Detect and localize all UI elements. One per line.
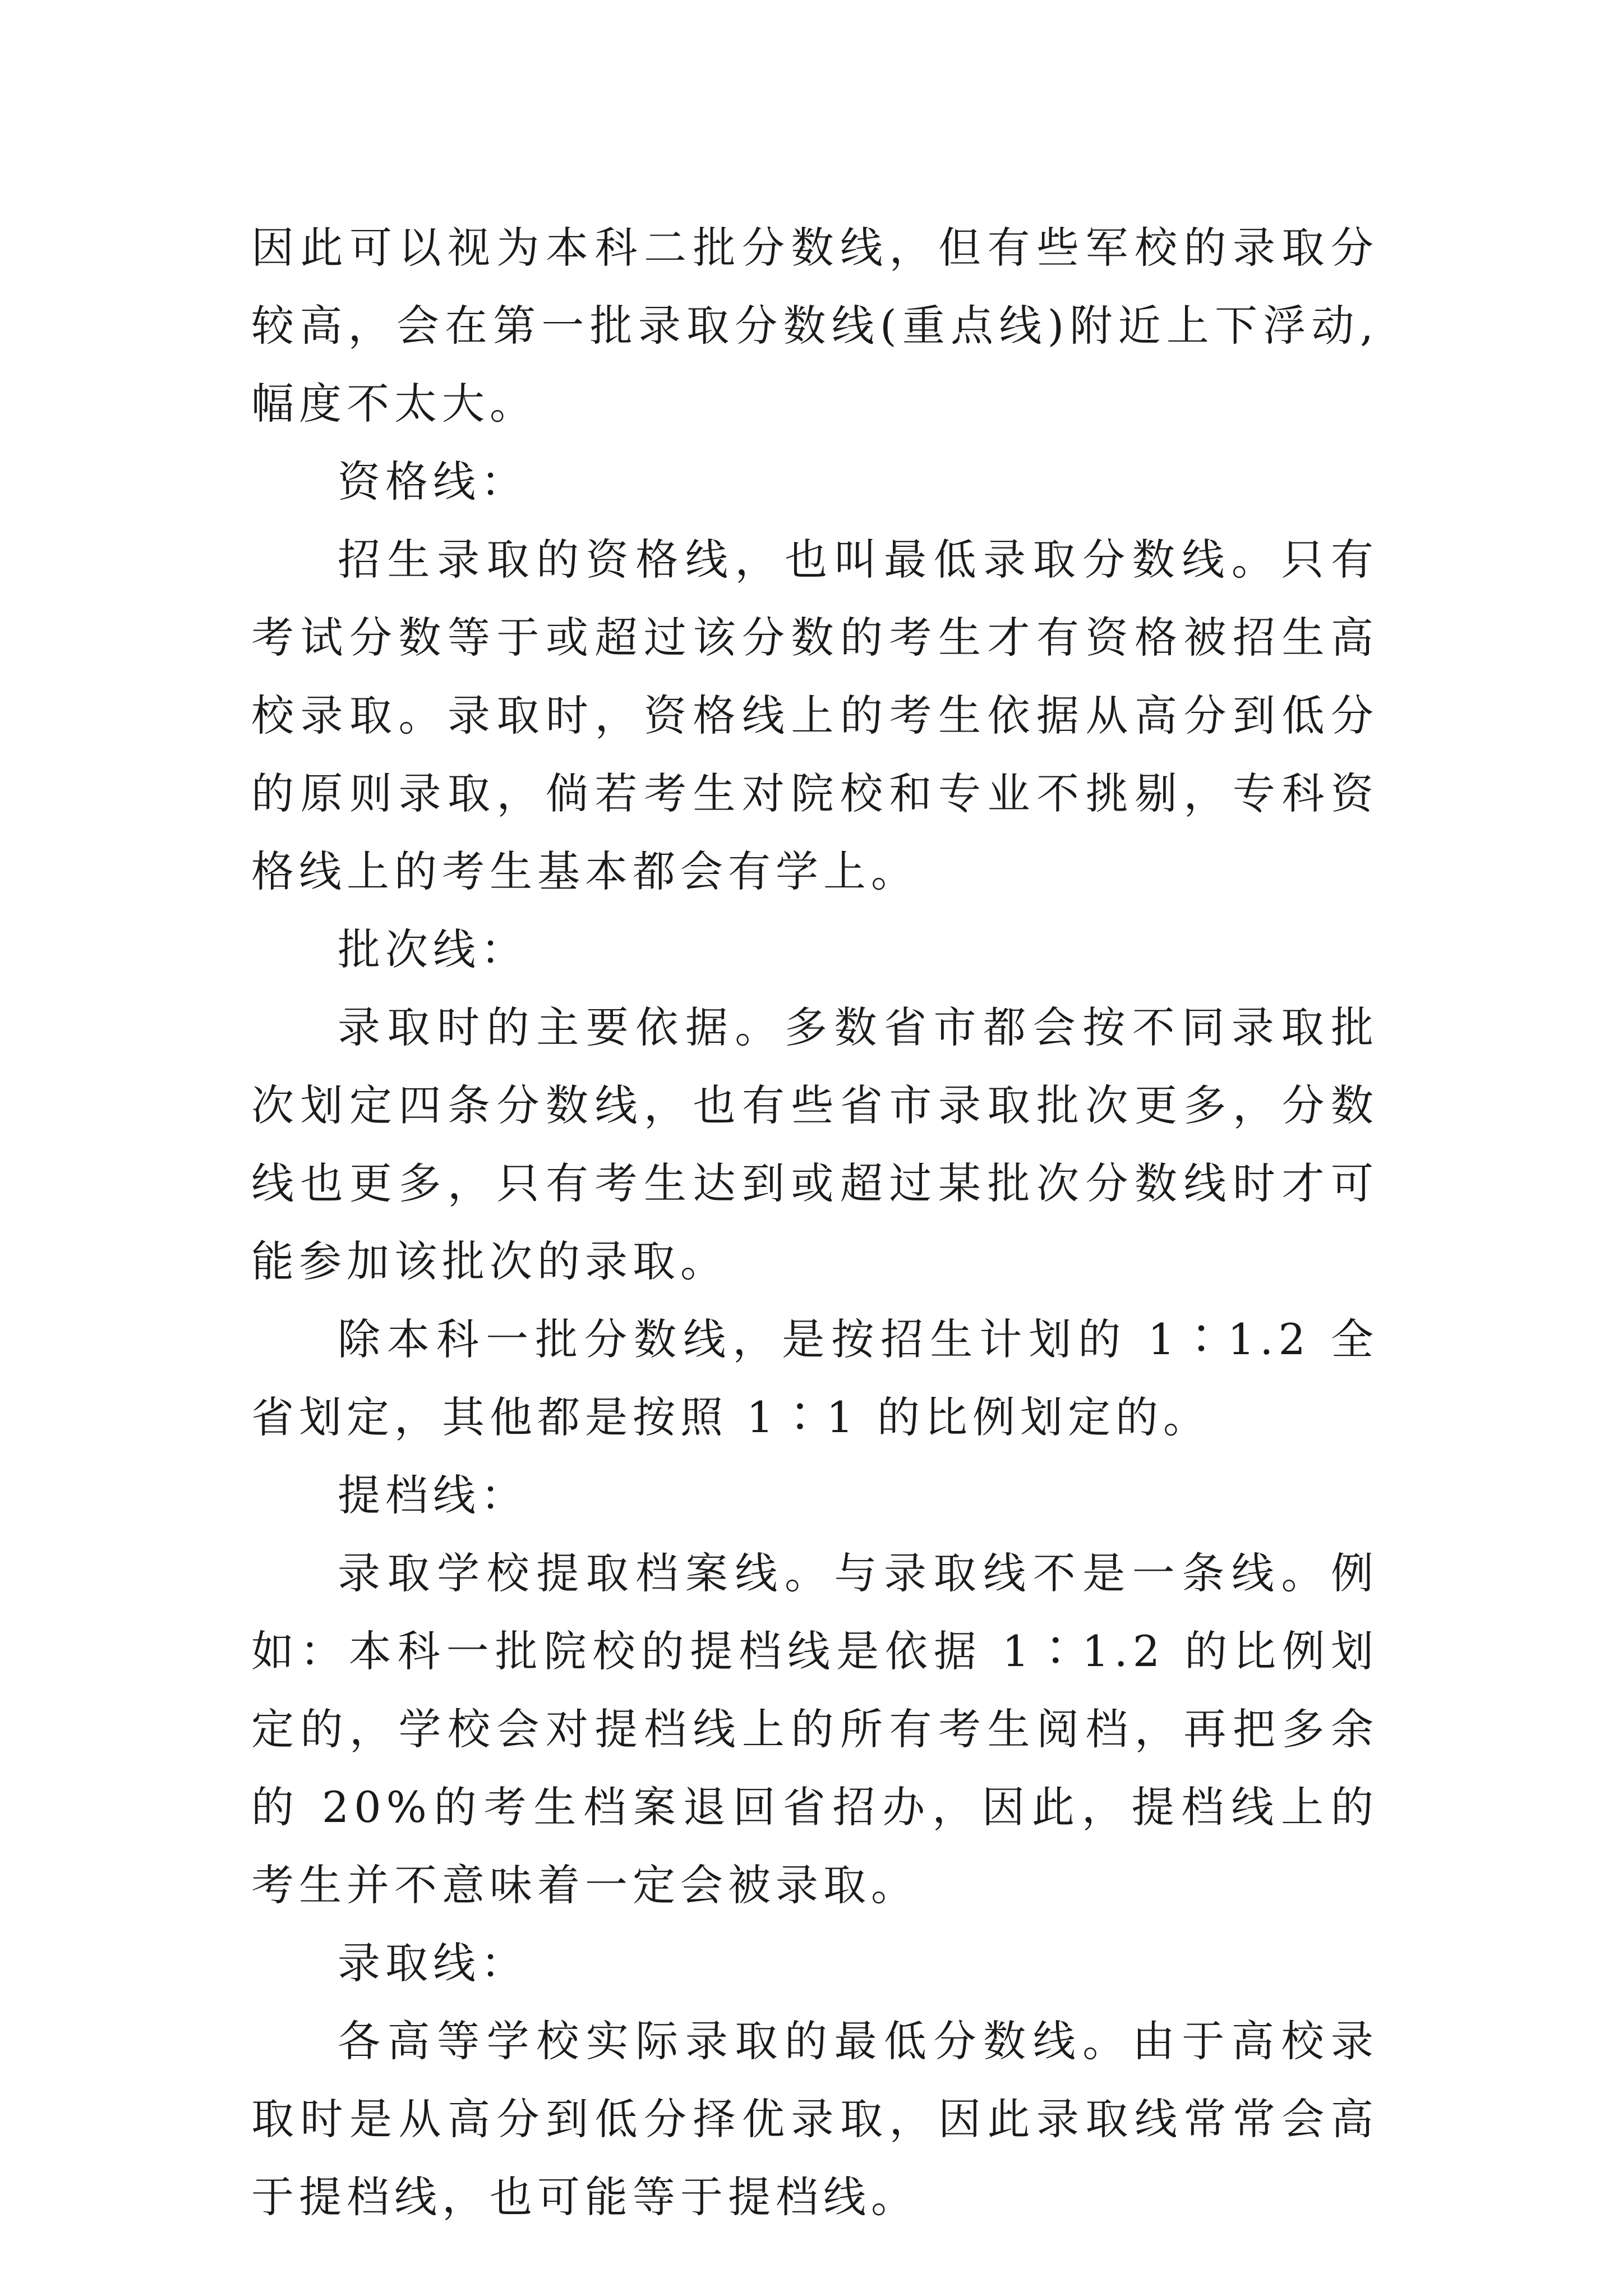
heading-qualification-line: 资格线：: [338, 457, 528, 507]
paragraph-admission-line: 各高等学校实际录取的最低分数线。由于高校录取时是从高分到低分择优录取，因此录取线常常会高于提档线，也可能等于提档线。: [251, 2016, 1378, 2222]
heading-file-transfer-line: 提档线：: [338, 1470, 528, 1520]
heading-admission-line: 录取线：: [338, 1938, 528, 1988]
paragraph-qualification-line: 招生录取的资格线，也叫最低录取分数线。只有考试分数等于或超过该分数的考生才有资格被招生高校录取。录取时，资格线上的考生依据从高分到低分的原则录取，倘若考生对院校和专业不挑剔，专科资格线上的考生基本都会有学上。: [251, 535, 1378, 896]
document-body: [251, 209, 1378, 2236]
paragraph-batch-line: 录取时的主要依据。多数省市都会按不同录取批次划定四条分数线，也有些省市录取批次更多，分数线也更多，只有考生达到或超过某批次分数线时才可能参加该批次的录取。: [251, 1002, 1378, 1286]
heading-batch-line: 批次线：: [338, 924, 528, 974]
paragraph-batch-ratio: 除本科一批分数线，是按招生计划的 1∶1.2 全省划定，其他都是按照 1∶1 的比例划定的。: [251, 1314, 1378, 1442]
paragraph-military-school-note: 因此可以视为本科二批分数线，但有些军校的录取分较高，会在第一批录取分数线(重点线)附近上下浮动,幅度不太大。: [251, 223, 1378, 429]
paragraph-file-transfer-line: 录取学校提取档案线。与录取线不是一条线。例如：本科一批院校的提档线是依据 1∶1.2 的比例划定的，学校会对提档线上的所有考生阅档，再把多余的 20%的考生档案退回省招办，因此，提档线上的考生并不意味着一定会被录取。: [251, 1548, 1378, 1910]
